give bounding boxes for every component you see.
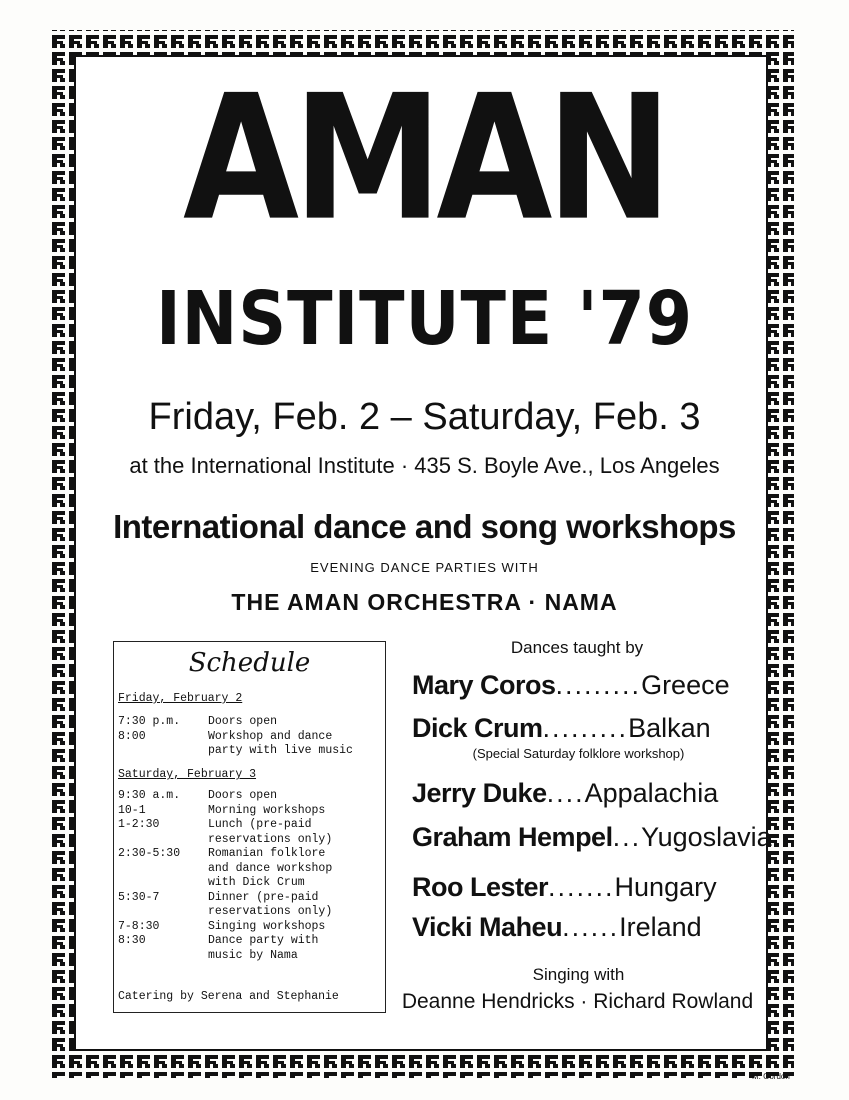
schedule-activity: Doors open — [208, 715, 278, 728]
orchestra-names: THE AMAN ORCHESTRA · NAMA — [231, 589, 618, 615]
schedule-time: 7-8:30 — [118, 919, 160, 933]
leader-dots: .... — [546, 778, 585, 808]
schedule-activity: music by Nama — [208, 948, 298, 962]
schedule-activity: party with live music — [208, 744, 353, 757]
singing-heading: Singing with — [532, 965, 625, 984]
schedule-activity: Dance party with — [208, 934, 319, 947]
instructor-name: Dick Crum — [412, 713, 543, 743]
event-venue: at the International Institute · 435 S. Boyle Ave., Los Angeles — [129, 453, 720, 478]
schedule-time: 7:30 p.m. — [118, 715, 181, 728]
instructor-region: Hungary — [614, 872, 717, 902]
instructor-row — [412, 672, 745, 699]
catering-credit: Catering by Serena and Stephanie — [118, 990, 339, 1003]
instructor-name: Mary Coros — [412, 670, 556, 700]
schedule-activity: with Dick Crum — [208, 876, 305, 889]
schedule-time: 8:30 — [118, 934, 146, 947]
aman-logo: AMAN — [183, 58, 666, 260]
friday-heading: Friday, February 2 — [118, 692, 243, 705]
schedule-activity: Morning workshops — [208, 803, 326, 817]
instructor-name: Roo Lester — [412, 872, 549, 902]
instructor-row — [412, 822, 772, 852]
saturday-heading: Saturday, February 3 — [118, 768, 257, 781]
leader-dots: ....... — [548, 872, 615, 902]
schedule-activity: and dance workshop — [208, 861, 333, 875]
workshops-headline: International dance and song workshops — [113, 508, 736, 545]
instructor-row — [412, 780, 745, 807]
crum-workshop-note: (Special Saturday folklore workshop) — [472, 746, 685, 761]
singers-names: Deanne Hendricks · Richard Rowland — [401, 990, 754, 1013]
schedule-activity: Singing workshops — [208, 919, 326, 933]
instructor-region: Greece — [641, 670, 730, 700]
leader-dots: ... — [612, 822, 642, 852]
instructor-name: Vicki Maheu — [412, 912, 563, 942]
dances-heading: Dances taught by — [510, 638, 644, 657]
schedule-activity: Romanian folklore — [208, 847, 326, 860]
schedule-activity: Doors open — [208, 789, 278, 802]
instructor-name: Jerry Duke — [412, 778, 547, 808]
evening-parties-label: EVENING DANCE PARTIES WITH — [310, 560, 539, 575]
leader-dots: ......... — [542, 713, 629, 743]
event-title: INSTITUTE '79 — [155, 276, 694, 362]
schedule-time: 5:30-7 — [118, 890, 160, 904]
leader-dots: ......... — [555, 670, 642, 700]
instructor-name: Graham Hempel — [412, 822, 613, 852]
schedule-time: 2:30-5:30 — [118, 847, 181, 860]
schedule-activity: Lunch (pre-paid — [208, 818, 312, 831]
schedule-activity: reservations only) — [208, 905, 333, 918]
artist-credit: M. Gordon — [752, 1072, 790, 1081]
leader-dots: ...... — [562, 912, 620, 942]
instructor-row — [412, 874, 745, 901]
instructor-row — [412, 914, 745, 941]
instructor-row — [412, 715, 745, 742]
schedule-activity: Dinner (pre-paid — [208, 890, 319, 904]
instructor-region: Balkan — [628, 713, 711, 743]
schedule-title: Schedule — [188, 648, 311, 678]
schedule-activity: Workshop and dance — [208, 729, 333, 743]
schedule-activity: reservations only) — [208, 832, 333, 846]
schedule-time: 10-1 — [118, 803, 146, 817]
instructor-region: Appalachia — [584, 778, 719, 808]
event-dates: Friday, Feb. 2 – Saturday, Feb. 3 — [148, 396, 701, 438]
instructor-region: Ireland — [619, 912, 702, 942]
schedule-time: 9:30 a.m. — [118, 789, 181, 802]
schedule-time: 8:00 — [118, 729, 146, 743]
instructor-region: Yugoslavia — [641, 822, 772, 852]
schedule-time: 1-2:30 — [118, 818, 160, 831]
